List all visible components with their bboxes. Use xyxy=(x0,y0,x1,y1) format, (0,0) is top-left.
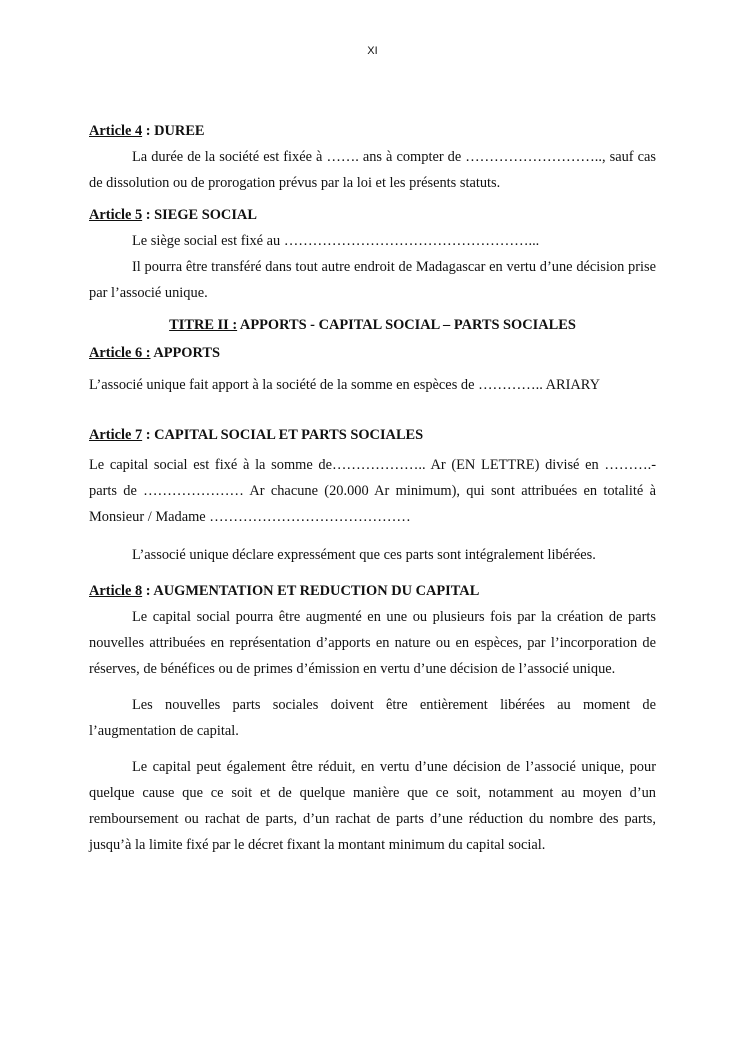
article-5-paragraph-1: Le siège social est fixé au ……………………………………………... xyxy=(132,233,540,249)
article-7-paragraph-1: Le capital social est fixé à la somme de……………….. Ar (EN LETTRE) divisé en ……….- parts de ………………… Ar chacune (20.000 Ar minimum), qui sont attribuées en totalité à Monsieur / Madame …………………………………… xyxy=(89,457,656,525)
titre-2-label: TITRE II : xyxy=(169,317,238,333)
article-4-heading xyxy=(89,118,656,144)
article-7-paragraph-2: L’associé unique déclare expressément que ces parts sont intégralement libérées. xyxy=(132,547,596,563)
article-8-heading xyxy=(89,578,656,604)
article-6-label: Article 6 : xyxy=(89,345,151,361)
article-4-paragraph-1: La durée de la société est fixée à ……. ans à compter de ……………………….., sauf cas de dissolution ou de prorogation prévus par la loi et les présents statuts. xyxy=(89,149,656,191)
article-5-paragraph-2: Il pourra être transféré dans tout autre endroit de Madagascar en vertu d’une décision prise par l’associé unique. xyxy=(89,259,656,301)
article-8-label: Article 8 xyxy=(89,583,143,599)
article-7-label: Article 7 xyxy=(89,427,143,443)
article-7-heading xyxy=(89,422,656,448)
article-4-label: Article 4 xyxy=(89,123,143,139)
article-5-separator: : xyxy=(142,207,155,223)
article-4-separator: : xyxy=(142,123,155,139)
article-8-separator: : xyxy=(142,583,154,599)
article-8-paragraph-1: Le capital social pourra être augmenté en une ou plusieurs fois par la création de parts nouvelles attribuées en représentation d’apports en nature ou en espèces, par l’incorporation de réserves, de bénéfices ou de primes d’émission en vertu d’une décision de l’associé unique. xyxy=(89,609,656,677)
article-8-paragraph-2: Les nouvelles parts sociales doivent être entièrement libérées au moment de l’augmentation de capital. xyxy=(89,697,656,739)
article-8-title: AUGMENTATION ET REDUCTION DU CAPITAL xyxy=(153,583,480,599)
document-body xyxy=(89,118,656,858)
titre-2-heading xyxy=(89,312,656,338)
article-6-paragraph-1: L’associé unique fait apport à la société de la somme en espèces de ………….. ARIARY xyxy=(89,377,600,393)
page-number: XI xyxy=(367,45,378,57)
article-6-title: APPORTS xyxy=(150,345,220,361)
article-7-title: CAPITAL SOCIAL ET PARTS SOCIALES xyxy=(154,427,424,443)
article-6-heading xyxy=(89,340,656,366)
titre-2-text: APPORTS - CAPITAL SOCIAL – PARTS SOCIALES xyxy=(237,317,576,333)
article-5-title: SIEGE SOCIAL xyxy=(154,207,257,223)
article-5-heading xyxy=(89,202,656,228)
article-4-title: DUREE xyxy=(154,123,205,139)
article-5-label: Article 5 xyxy=(89,207,143,223)
article-8-paragraph-3: Le capital peut également être réduit, en vertu d’une décision de l’associé unique, pour quelque cause que ce soit et de quelque manière que ce soit, notamment au moyen d’un remboursement ou rachat de parts, d’un rachat de parts d’une réduction du nombre des parts, jusqu’à la limite fixé par le décret fixant la montant minimum du capital social. xyxy=(89,759,656,853)
article-7-separator: : xyxy=(142,427,155,443)
